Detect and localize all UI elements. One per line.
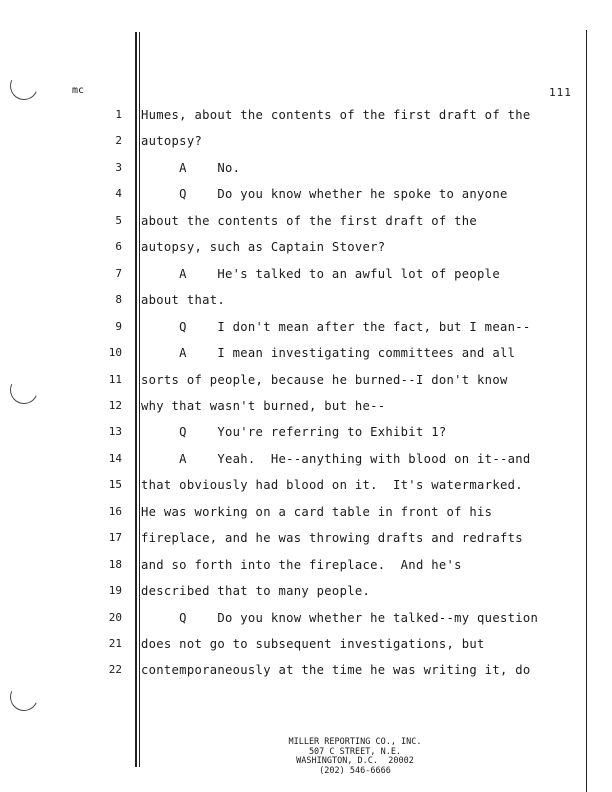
line-number: 15 [108, 478, 122, 492]
line-number: 21 [108, 637, 122, 650]
line-number: 13 [108, 425, 122, 439]
line-text: A No. [141, 160, 241, 175]
transcript-line [0, 161, 612, 181]
line-text: A I mean investigating committees and all [141, 346, 516, 361]
line-number: 20 [108, 610, 122, 624]
line-text: autopsy, such as Captain Stover? [141, 240, 386, 255]
transcript-line [0, 134, 612, 154]
line-text: A Yeah. He--anything with blood on it--and [141, 451, 531, 466]
reporter-initials: mc [72, 85, 85, 96]
line-number: 14 [108, 451, 122, 465]
binder-hole-mark [6, 68, 42, 104]
footer-phone: (202) 546-6666 [319, 765, 391, 776]
footer-street: 507 C STREET, N.E. [308, 746, 402, 757]
line-number: 7 [115, 266, 122, 280]
transcript-line [0, 452, 612, 472]
line-number: 9 [115, 319, 122, 333]
transcript-line [0, 373, 612, 393]
transcript-line [0, 531, 612, 551]
line-text: A He's talked to an awful lot of people [141, 266, 500, 281]
reporter-footer [230, 738, 480, 776]
transcript-line [0, 267, 612, 287]
line-text: described that to many people. [141, 584, 371, 599]
footer-company: MILLER REPORTING CO., INC. [288, 737, 422, 747]
line-number: 4 [115, 187, 122, 201]
transcript-line [0, 558, 612, 578]
line-text: about the contents of the first draft of the [141, 213, 478, 228]
footer-city: WASHINGTON, D.C. 20002 [296, 756, 414, 766]
line-text: contemporaneously at the time he was writing it, do [141, 663, 531, 678]
line-text: Q I don't mean after the fact, but I mean-- [141, 319, 531, 334]
line-text: does not go to subsequent investigations, but [141, 637, 485, 651]
line-text: sorts of people, because he burned--I don't know [141, 372, 508, 387]
transcript-line [0, 663, 612, 683]
transcript-line [0, 425, 612, 445]
transcript-line [0, 611, 612, 631]
line-number: 5 [115, 213, 122, 227]
line-number: 11 [108, 372, 122, 386]
line-number: 17 [108, 531, 122, 545]
transcript-line [0, 320, 612, 340]
binder-hole-mark [6, 679, 42, 715]
transcript-line [0, 505, 612, 525]
line-number: 16 [108, 504, 122, 518]
transcript-line [0, 399, 612, 419]
transcript-line [0, 637, 612, 657]
transcript-line [0, 346, 612, 366]
transcript-line [0, 584, 612, 604]
line-text: Q Do you know whether he talked--my question [141, 610, 539, 625]
transcript-line [0, 293, 612, 313]
line-text: and so forth into the fireplace. And he's [141, 557, 462, 572]
line-number: 10 [108, 346, 122, 360]
line-number: 8 [115, 293, 122, 307]
line-number: 18 [108, 557, 122, 571]
transcript-line [0, 478, 612, 498]
line-text: autopsy? [141, 134, 203, 149]
page-number: 111 [549, 86, 572, 99]
line-number: 1 [115, 108, 122, 121]
line-number: 19 [108, 584, 122, 598]
line-text: about that. [141, 293, 226, 308]
line-number: 2 [115, 134, 122, 148]
line-text: why that wasn't burned, but he-- [141, 398, 386, 413]
line-text: fireplace, and he was throwing drafts and redrafts [141, 531, 523, 546]
line-text: Humes, about the contents of the first draft of the [141, 108, 531, 122]
transcript-line [0, 187, 612, 207]
line-text: that obviously had blood on it. It's watermarked. [141, 478, 523, 493]
line-number: 6 [115, 240, 122, 254]
line-text: Q Do you know whether he spoke to anyone [141, 187, 508, 202]
transcript-line [0, 240, 612, 260]
transcript-line [0, 214, 612, 234]
transcript-line [0, 108, 612, 128]
line-text: Q You're referring to Exhibit 1? [141, 425, 447, 440]
line-number: 3 [115, 160, 122, 174]
line-text: He was working on a card table in front of his [141, 504, 493, 519]
line-number: 22 [108, 663, 122, 677]
line-number: 12 [108, 398, 122, 412]
